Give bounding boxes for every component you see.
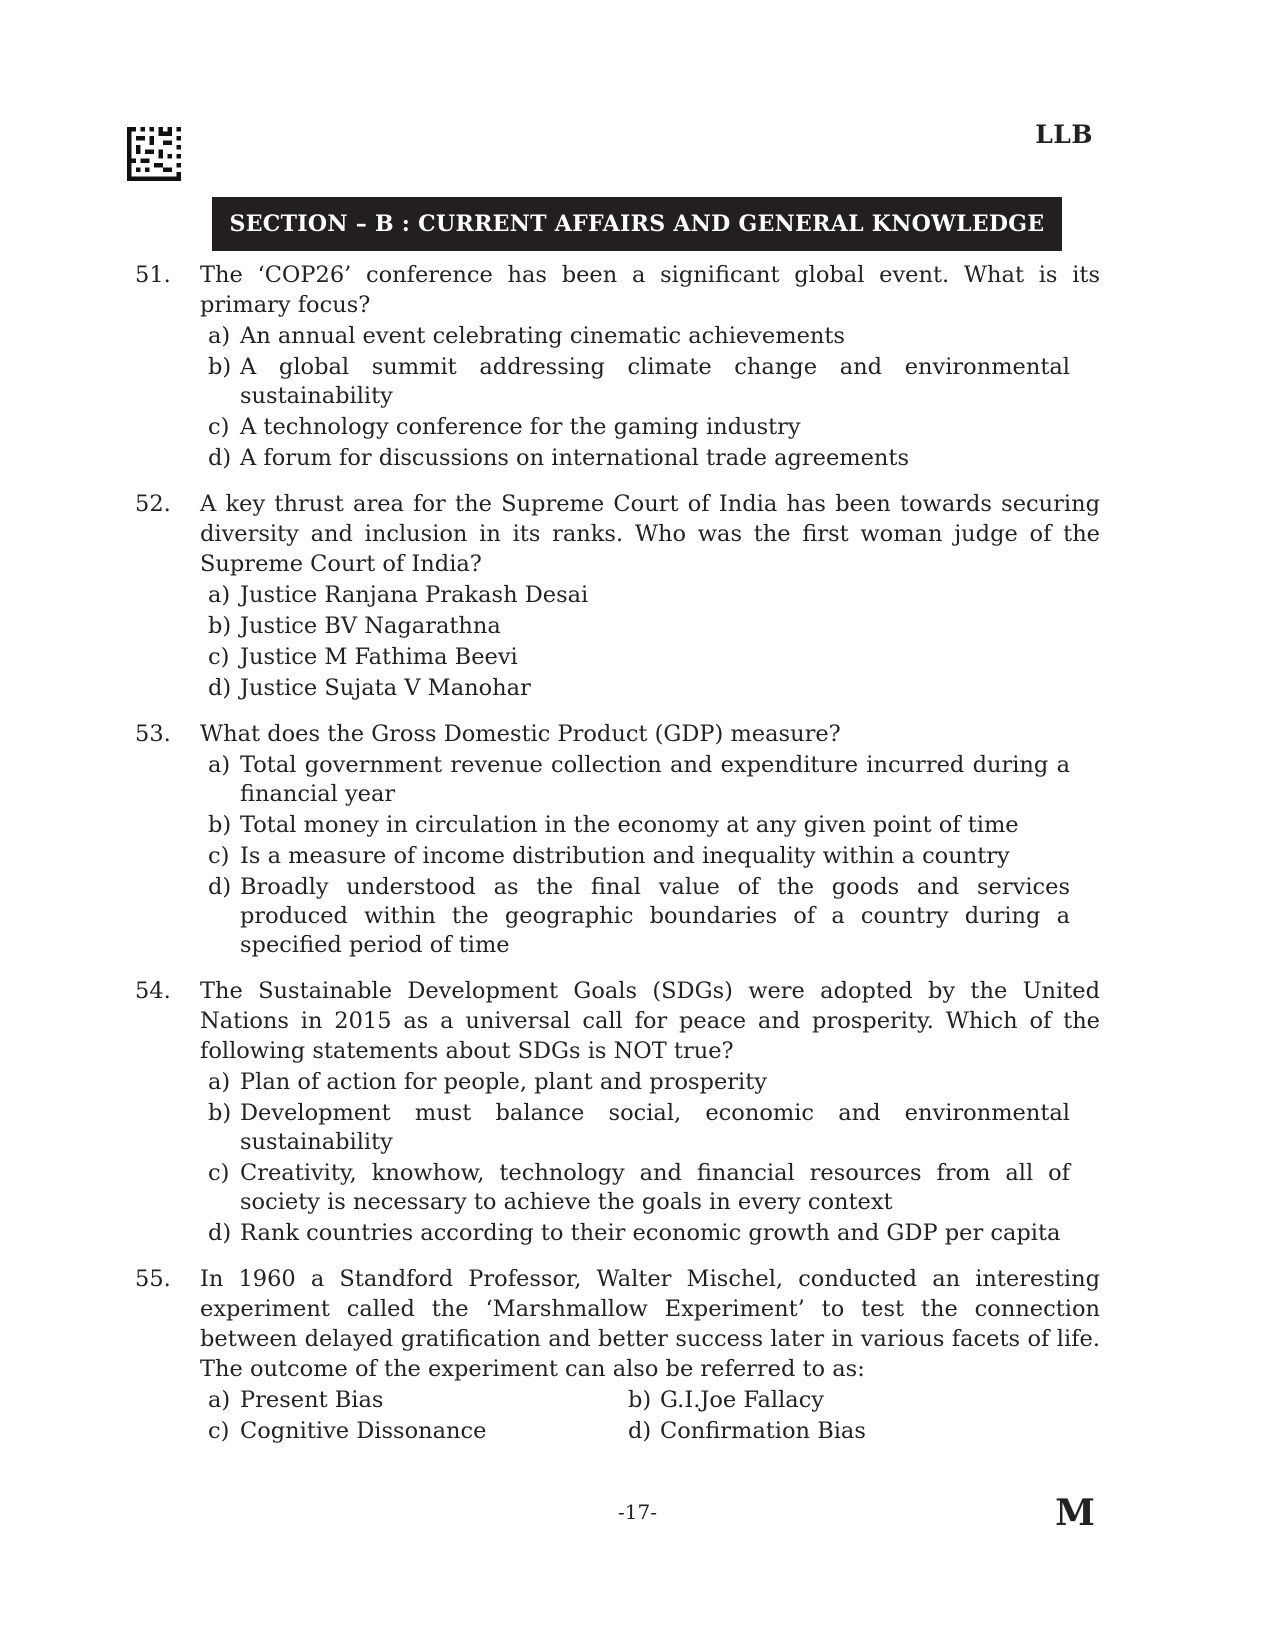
question-52 — [135, 489, 1100, 703]
option-label: a) — [208, 752, 231, 778]
datamatrix-code — [127, 127, 181, 181]
option-a — [208, 1386, 628, 1415]
option-b — [208, 612, 1100, 641]
question-text: What does the Gross Domestic Product (GDP) measure? — [200, 721, 841, 747]
option-d — [208, 873, 1100, 960]
option-label: a) — [208, 323, 231, 349]
option-label: b) — [208, 354, 232, 380]
section-title: SECTION – B : CURRENT AFFAIRS AND GENERAL KNOWLEDGE — [212, 197, 1062, 251]
option-text: Creativity, knowhow, technology and financial resources from all of society is necessary to achieve the goals in every context — [240, 1160, 1070, 1215]
option-label: d) — [208, 445, 232, 471]
option-label: d) — [208, 675, 232, 701]
option-a — [208, 322, 1100, 351]
option-b — [208, 811, 1100, 840]
option-a — [208, 581, 1100, 610]
option-label: a) — [208, 1069, 231, 1095]
option-label: c) — [208, 843, 230, 869]
option-label: b) — [208, 613, 232, 639]
option-label: d) — [628, 1418, 652, 1444]
question-text: In 1960 a Standford Professor, Walter Mischel, conducted an interesting experiment called the ‘Marshmallow Experiment’ to test the connection between delayed gratification and better success later in various facets of life. The outcome of the experiment can also be referred to as: — [200, 1266, 1100, 1382]
option-text: A technology conference for the gaming industry — [240, 414, 801, 440]
option-text: Is a measure of income distribution and inequality within a country — [240, 843, 1010, 869]
question-number: 55. — [135, 1266, 171, 1292]
option-c — [208, 1417, 628, 1446]
option-text: Justice Ranjana Prakash Desai — [240, 582, 589, 608]
option-c — [208, 413, 1100, 442]
question-text: The Sustainable Development Goals (SDGs) were adopted by the United Nations in 2015 as a universal call for peace and prosperity. Which of the following statements about SDGs is NOT true? — [200, 978, 1100, 1064]
question-number: 51. — [135, 262, 171, 288]
option-text: Broadly understood as the final value of the goods and services produced within the geographic boundaries of a country during a specified period of time — [240, 874, 1070, 958]
paper-code: LLB — [1035, 120, 1093, 149]
option-text: Rank countries according to their economic growth and GDP per capita — [240, 1220, 1061, 1246]
option-text: Development must balance social, economic and environmental sustainability — [240, 1100, 1070, 1155]
option-text: Total money in circulation in the economy at any given point of time — [240, 812, 1019, 838]
question-55 — [135, 1264, 1100, 1446]
option-label: b) — [208, 812, 232, 838]
option-list — [208, 1068, 1100, 1248]
option-text: An annual event celebrating cinematic achievements — [240, 323, 845, 349]
option-label: c) — [208, 1418, 230, 1444]
option-text: Total government revenue collection and expenditure incurred during a financial year — [240, 752, 1070, 807]
question-text: A key thrust area for the Supreme Court of India has been towards securing diversity and inclusion in its ranks. Who was the first woman judge of the Supreme Court of India? — [200, 491, 1100, 577]
option-text: Justice BV Nagarathna — [240, 613, 501, 639]
question-number: 52. — [135, 491, 171, 517]
option-list — [208, 322, 1100, 473]
option-text: A forum for discussions on international trade agreements — [240, 445, 910, 471]
option-a — [208, 1068, 1100, 1097]
set-code: M — [1055, 1492, 1095, 1534]
option-d — [208, 1219, 1100, 1248]
option-b — [628, 1386, 1048, 1415]
option-list — [208, 751, 1100, 960]
option-b — [208, 1099, 1100, 1157]
question-51 — [135, 260, 1100, 473]
question-53 — [135, 719, 1100, 960]
option-label: b) — [628, 1387, 652, 1413]
option-label: c) — [208, 414, 230, 440]
question-number: 53. — [135, 721, 171, 747]
option-label: d) — [208, 874, 232, 900]
option-d — [628, 1417, 1048, 1446]
option-c — [208, 643, 1100, 672]
option-list — [208, 1384, 1100, 1446]
page-number: -17- — [618, 1500, 657, 1524]
option-text: Confirmation Bias — [660, 1418, 866, 1444]
option-text: G.I.Joe Fallacy — [660, 1387, 825, 1413]
option-label: a) — [208, 1387, 231, 1413]
option-d — [208, 444, 1100, 473]
option-label: b) — [208, 1100, 232, 1126]
option-text: Cognitive Dissonance — [240, 1418, 487, 1444]
option-c — [208, 842, 1100, 871]
option-text: Present Bias — [240, 1387, 384, 1413]
option-text: A global summit addressing climate change and environmental sustainability — [240, 354, 1070, 409]
option-d — [208, 674, 1100, 703]
question-54 — [135, 976, 1100, 1248]
option-text: Justice Sujata V Manohar — [240, 675, 531, 701]
question-list — [135, 260, 1100, 1462]
option-b — [208, 353, 1100, 411]
option-text: Justice M Fathima Beevi — [240, 644, 518, 670]
option-label: c) — [208, 644, 230, 670]
option-label: c) — [208, 1160, 230, 1186]
question-text: The ‘COP26’ conference has been a significant global event. What is its primary focus? — [200, 262, 1100, 318]
option-c — [208, 1159, 1100, 1217]
option-list — [208, 581, 1100, 703]
option-label: d) — [208, 1220, 232, 1246]
question-number: 54. — [135, 978, 171, 1004]
option-label: a) — [208, 582, 231, 608]
option-text: Plan of action for people, plant and prosperity — [240, 1069, 767, 1095]
option-a — [208, 751, 1100, 809]
